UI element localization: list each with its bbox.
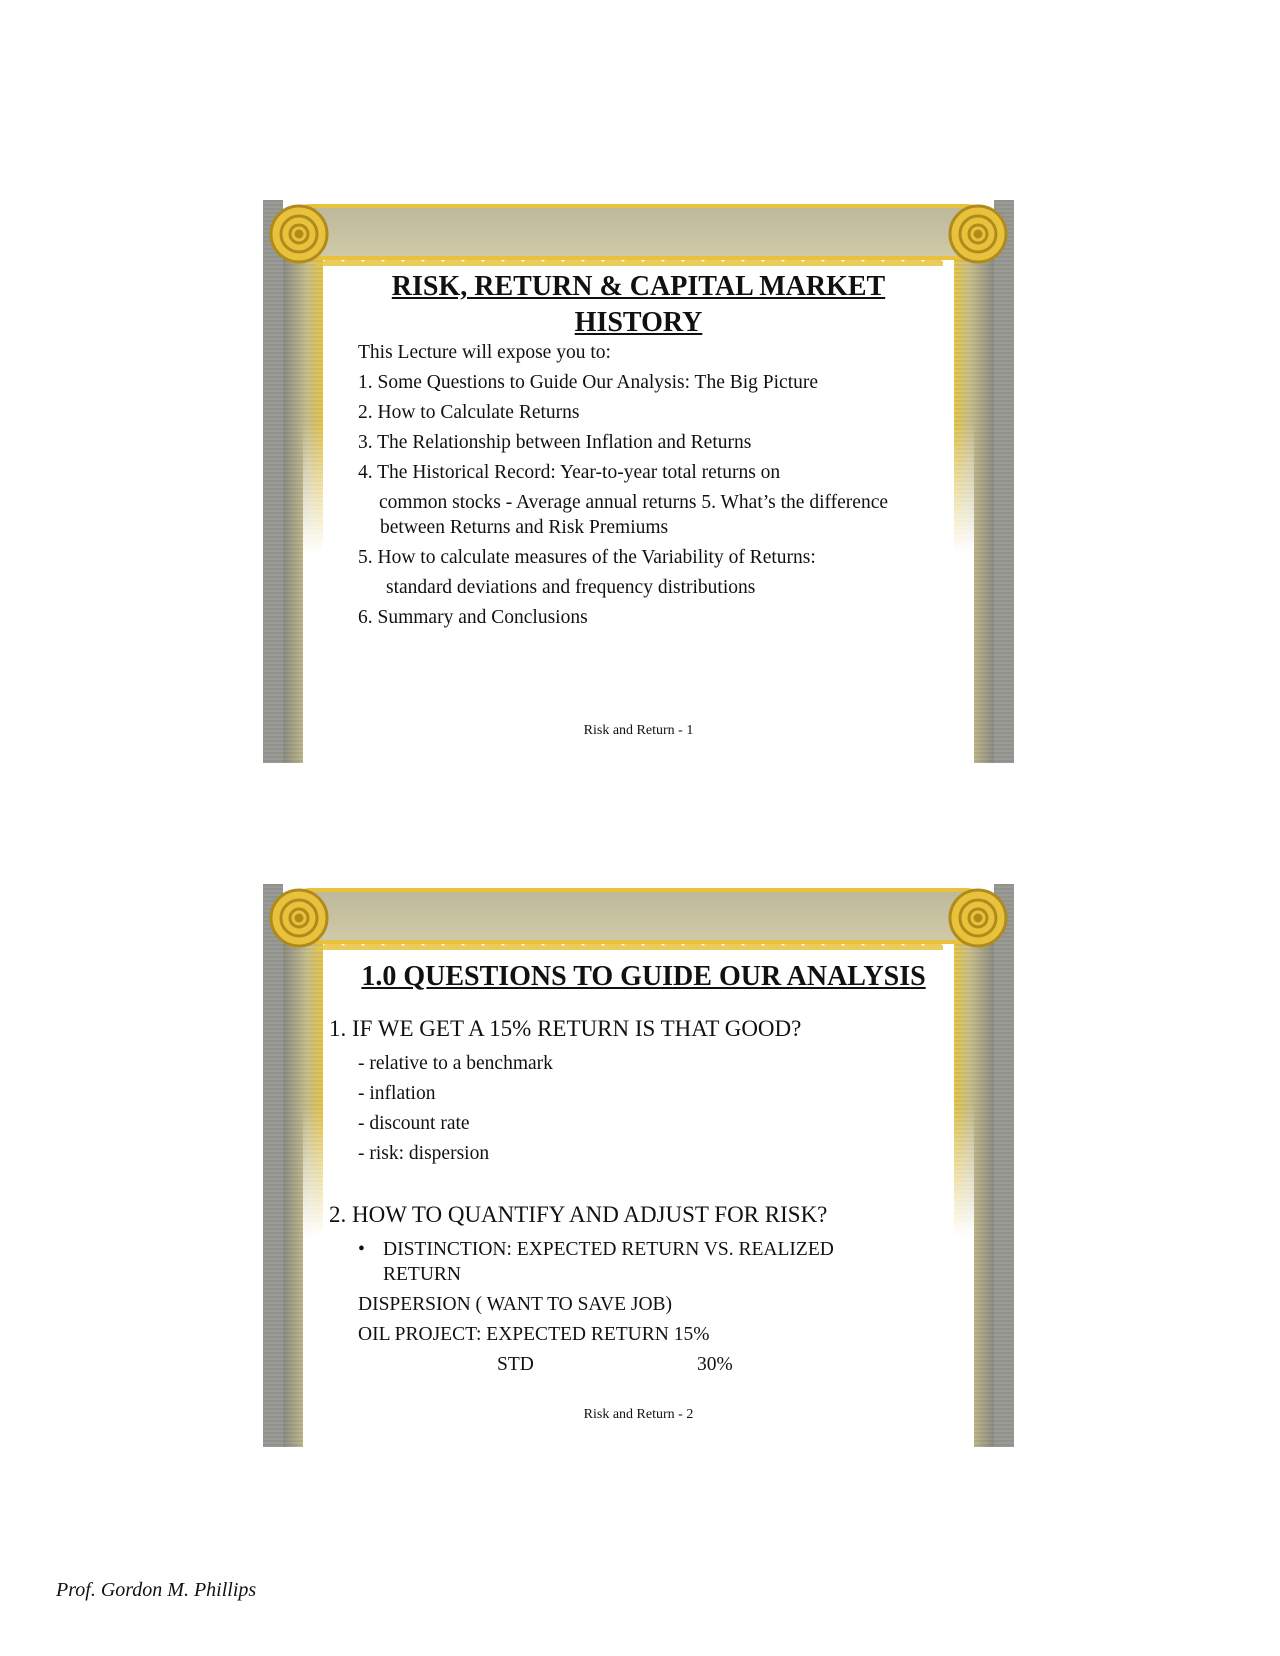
slide-1-content	[323, 200, 954, 763]
title-line-2: HISTORY	[574, 307, 703, 338]
list-item-continuation: common stocks - Average annual returns 5. What’s the difference	[379, 492, 888, 513]
list-item: 5. How to calculate measures of the Variability of Returns:	[358, 547, 816, 568]
list-item: - discount rate	[358, 1113, 470, 1134]
right-volute	[950, 890, 1006, 946]
dispersion-text: DISPERSION ( WANT TO SAVE JOB)	[358, 1294, 673, 1315]
list-item: - inflation	[358, 1083, 436, 1104]
slide-1-title	[323, 269, 954, 341]
slide-1	[263, 200, 1014, 763]
list-item: - risk: dispersion	[358, 1143, 490, 1164]
std-value: 30%	[697, 1354, 733, 1375]
list-item: 3. The Relationship between Inflation and Returns	[358, 432, 752, 453]
intro-text: This Lecture will expose you to:	[358, 342, 611, 363]
slide-1-footer: Risk and Return - 1	[583, 723, 694, 738]
bullet-text-line-2: RETURN	[383, 1264, 461, 1285]
list-item: 1. Some Questions to Guide Our Analysis: The Big Picture	[358, 372, 819, 393]
list-item: 6. Summary and Conclusions	[358, 607, 588, 628]
left-volute	[271, 890, 327, 946]
left-volute	[271, 206, 327, 262]
list-item: 4. The Historical Record: Year-to-year total returns on	[358, 462, 781, 483]
author-name: Prof. Gordon M. Phillips	[56, 1579, 257, 1601]
title-line-1: RISK, RETURN & CAPITAL MARKET	[391, 271, 886, 302]
list-item-continuation: between Returns and Risk Premiums	[380, 517, 669, 538]
question-1: 1. IF WE GET A 15% RETURN IS THAT GOOD?	[329, 1016, 802, 1041]
slide-2-footer: Risk and Return - 2	[583, 1407, 694, 1422]
bullet-text-line-1: DISTINCTION: EXPECTED RETURN VS. REALIZED	[383, 1239, 834, 1260]
slide-2	[263, 884, 1014, 1447]
bullet-icon: •	[358, 1239, 365, 1260]
question-2: 2. HOW TO QUANTIFY AND ADJUST FOR RISK?	[329, 1202, 828, 1227]
std-label: STD	[497, 1354, 534, 1375]
list-item-continuation: standard deviations and frequency distributions	[386, 577, 756, 598]
list-item: - relative to a benchmark	[358, 1053, 553, 1074]
list-item: 2. How to Calculate Returns	[358, 402, 580, 423]
slide-2-content	[323, 884, 954, 1447]
slide-2-title: 1.0 QUESTIONS TO GUIDE OUR ANALYSIS	[361, 961, 926, 992]
oil-project-text: OIL PROJECT: EXPECTED RETURN 15%	[358, 1324, 710, 1345]
right-volute	[950, 206, 1006, 262]
